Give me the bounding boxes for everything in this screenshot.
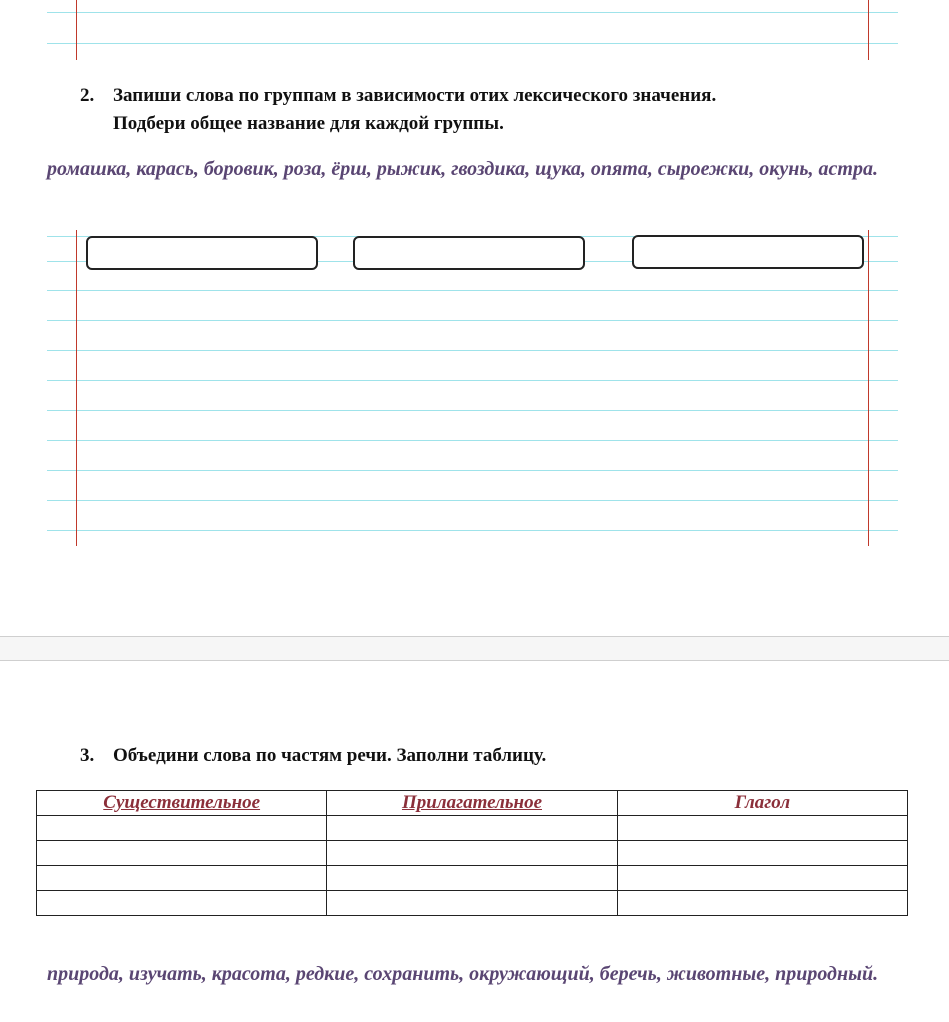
table-cell[interactable] — [327, 891, 617, 916]
task-3-title: Объедини слова по частям речи. Заполни таблицу. — [113, 745, 547, 766]
ruled-line — [47, 410, 898, 411]
page-separator — [0, 636, 949, 661]
table-row — [37, 816, 908, 841]
ruled-line — [47, 290, 898, 291]
table-cell[interactable] — [327, 866, 617, 891]
ruled-line — [47, 350, 898, 351]
group-name-box-3[interactable] — [632, 235, 864, 269]
table-cell[interactable] — [617, 866, 907, 891]
table-row — [37, 891, 908, 916]
ruled-line — [47, 470, 898, 471]
margin-line — [868, 0, 869, 60]
header-adjective: Прилагательное — [327, 791, 617, 816]
ruled-line — [47, 320, 898, 321]
group-name-box-1[interactable] — [86, 236, 318, 270]
task-2-heading — [80, 82, 716, 138]
task-3-word-list: природа, изучать, красота, редкие, сохранить, окружающий, беречь, животные, природный. — [47, 963, 879, 985]
table-cell[interactable] — [37, 841, 327, 866]
table-cell[interactable] — [617, 816, 907, 841]
table-cell[interactable] — [327, 816, 617, 841]
parts-of-speech-table — [36, 790, 908, 916]
margin-line — [76, 0, 77, 60]
task-2-number: 2. — [80, 85, 95, 106]
table-cell[interactable] — [37, 891, 327, 916]
ruled-line — [47, 43, 898, 44]
group-name-box-2[interactable] — [353, 236, 585, 270]
task-2-line2: Подбери общее название для каждой группы. — [113, 113, 504, 134]
table-header-row — [37, 791, 908, 816]
task-2-line1: Запиши слова по группам в зависимости отих лексического значения. — [113, 85, 717, 106]
task-3-heading — [80, 742, 546, 770]
ruled-line — [47, 380, 898, 381]
table-cell[interactable] — [617, 841, 907, 866]
ruled-line — [47, 12, 898, 13]
table-cell[interactable] — [37, 866, 327, 891]
ruled-line — [47, 530, 898, 531]
table-cell[interactable] — [37, 816, 327, 841]
header-noun: Существительное — [37, 791, 327, 816]
margin-line — [868, 230, 869, 546]
table-row — [37, 841, 908, 866]
header-verb: Глагол — [617, 791, 907, 816]
margin-line — [76, 230, 77, 546]
ruled-line — [47, 500, 898, 501]
table-cell[interactable] — [327, 841, 617, 866]
table-row — [37, 866, 908, 891]
ruled-line — [47, 440, 898, 441]
task-3-number: 3. — [80, 745, 95, 766]
table-cell[interactable] — [617, 891, 907, 916]
task-2-word-list: ромашка, карась, боровик, роза, ёрш, рыжик, гвоздика, щука, опята, сыроежки, окунь, астра. — [47, 158, 878, 180]
